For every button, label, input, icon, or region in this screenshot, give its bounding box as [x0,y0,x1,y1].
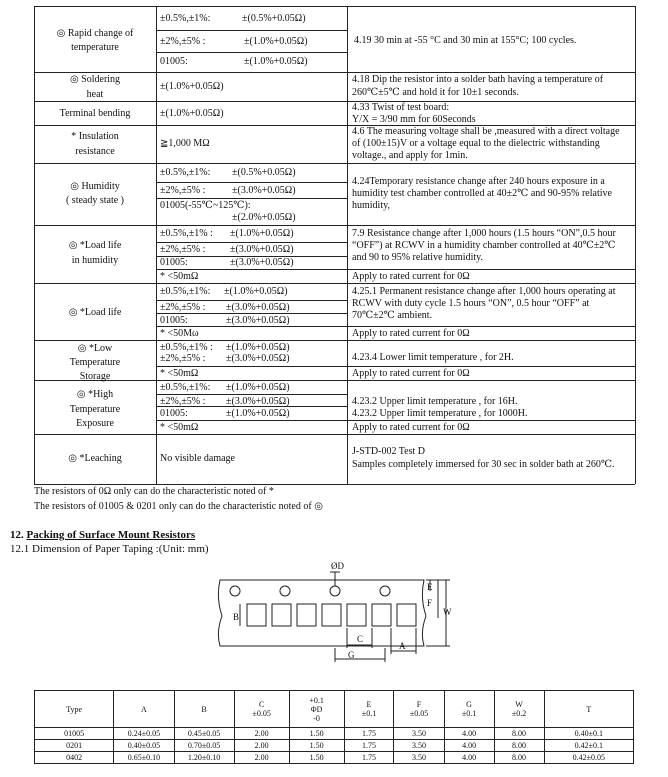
tape-cavity [397,604,416,626]
hightemp-r1a: ±0.5%,±1%: [160,382,211,393]
hightemp-r3b: ±(1.0%+0.05Ω) [226,408,290,419]
hightemp-r4: * <50mΩ [160,422,199,433]
tape-cavity [322,604,341,626]
loadhum-cond-3: and 90 to 95% relative humidity. [352,252,483,263]
humidity-cond-2: humidity test chamber controlled at 40±2℃ and 90-95% relative [352,188,612,199]
lowtemp-name-1: ◎ *Low [77,343,113,354]
dimension-header-text: +0.1 [309,695,324,705]
dimension-cell: 8.00 [494,752,544,764]
dimension-cell: 2.00 [234,752,289,764]
loadhum-cond-2: “OFF”) at RCWV in a humidity chamber controlled at 40℃±2℃ [352,240,616,251]
dimension-header-text: Type [66,704,83,714]
dimension-row [35,728,634,740]
dimension-cell: 2.00 [234,728,289,740]
insulation-name-1: * Insulation [71,131,119,142]
humidity-cond-1: 4.24Temporary resistance change after 240 hours exposure in a [352,176,605,187]
dimension-header-text: ±0.2 [511,709,527,718]
paper-tape-diagram [200,558,460,670]
rapid-r2b: ±(1.0%+0.05Ω) [244,36,308,47]
loadhum-r1a: ±0.5%,±1% : [160,228,213,239]
hightemp-r1b: ±(1.0%+0.05Ω) [226,382,290,393]
dimension-header-text: G [466,700,472,709]
bending-req: ±(1.0%+0.05Ω) [160,108,224,119]
hightemp-cond-1: 4.23.2 Upper limit temperature , for 16H. [352,396,518,407]
label-a: A [399,641,406,651]
loadhum-r4: * <50mΩ [160,271,199,282]
dimension-cell: 4.00 [444,740,494,752]
lowtemp-name-2: Temperature [69,357,121,368]
loadhum-r2b: ±(3.0%+0.05Ω) [230,244,294,255]
dimension-cell: 0.65±0.10 [114,752,174,764]
dimension-header-cell [344,691,394,728]
dimension-cell: 4.00 [444,752,494,764]
dimension-cell: 0.45±0.05 [174,728,234,740]
loadhum-name-1: ◎ *Load life [68,240,122,251]
bending-cond-1: 4.33 Twist of test board: [352,102,450,113]
dimension-body [35,728,634,764]
dimension-header-cell [114,691,174,728]
rapid-r3b: ±(1.0%+0.05Ω) [244,56,308,67]
load-r2b: ±(3.0%+0.05Ω) [226,302,290,313]
load-r1a: ±0.5%,±1%: [160,286,211,297]
lowtemp-name-3: Storage [79,371,111,382]
lowtemp-r2a: ±2%,±5% : [160,353,206,364]
leaching-cond-2: Samples completely immersed for 30 sec in solder bath at 260℃. [352,459,615,470]
dimension-cell: 0.40±0.05 [114,740,174,752]
insulation-name-2: resistance [75,146,115,157]
insulation-cond-3: voltage., and apply for 1min. [352,150,468,161]
dimension-cell: 1.50 [289,728,344,740]
tape-cavity [372,604,391,626]
leaching-req: No visible damage [160,453,235,464]
loadhum-r1b: ±(1.0%+0.05Ω) [230,228,294,239]
rapid-r1a: ±0.5%,±1%: [160,13,211,24]
dimension-cell: 0201 [35,740,114,752]
soldering-name-1: ◎ Soldering [69,74,121,85]
rapid-r1b: ±(0.5%+0.05Ω) [242,13,306,24]
load-name: ◎ *Load life [68,307,122,318]
dimension-row [35,740,634,752]
dimension-cell: 0.42±0.05 [544,752,633,764]
soldering-name-2: heat [86,89,104,100]
humidity-r1b: ±(0.5%+0.05Ω) [232,167,296,178]
humidity-name-1: ◎ Humidity [70,181,120,192]
humidity-r1a: ±0.5%,±1%: [160,167,211,178]
rapid-name-1: ◎ Rapid change of [56,28,134,39]
loadhum-r3a: 01005: [160,257,188,268]
lowtemp-cond-1: 4.23.4 Lower limit temperature , for 2H. [352,352,514,363]
dimension-header-text: -0 [313,713,320,723]
hightemp-r2b: ±(3.0%+0.05Ω) [226,396,290,407]
dimension-header-text: ±0.05 [409,709,429,718]
dimension-cell: 1.20±0.10 [174,752,234,764]
dimension-cell: 01005 [35,728,114,740]
label-c: C [357,634,364,644]
note-zero-ohm: The resistors of 0Ω only can do the characteristic noted of * [34,486,274,497]
soldering-cond-2: 260℃±5℃ and hold it for 10±1 seconds. [352,87,519,98]
load-cond-2: RCWV with duty cycle 1.5 hours “ON”, 0.5 hour “OFF” at [352,298,590,309]
subsection-title: 12.1 Dimension of Paper Taping :(Unit: mm) [10,543,209,555]
dimension-cell: 0.24±0.05 [114,728,174,740]
dimension-header-text: E [366,700,372,709]
dimension-header-cell [234,691,289,728]
dimension-row [35,752,634,764]
dimension-header-cell [35,691,114,728]
load-r4: * <50Mω [160,328,199,339]
loadhum-cond-4: Apply to rated current for 0Ω [352,271,470,282]
dimension-header-text: ±0.05 [252,709,271,718]
dimension-header-text: C [259,700,265,709]
lowtemp-r1a: ±0.5%,±1% : [160,342,213,353]
dimension-header-text: ΦD [310,704,323,714]
dimension-cell: 3.50 [394,752,444,764]
dimension-cell: 2.00 [234,740,289,752]
dimension-header-cell [544,691,633,728]
label-g: G [348,650,355,660]
section-number: 12. [10,529,24,541]
soldering-req: ±(1.0%+0.05Ω) [160,81,224,92]
dimension-header-text: ±0.1 [461,709,477,718]
label-d: ØD [331,561,344,571]
tape-cavity [272,604,291,626]
loadhum-name-2: in humidity [71,255,119,266]
load-r3b: ±(3.0%+0.05Ω) [226,315,290,326]
hightemp-name-2: Temperature [69,404,121,415]
dimension-header-cell [494,691,544,728]
humidity-cond-3: humidity, [352,200,390,211]
load-r1b: ±(1.0%+0.05Ω) [224,286,288,297]
section-title: Packing of Surface Mount Resistors [26,529,196,541]
humidity-r2b: ±(3.0%+0.05Ω) [232,185,296,196]
label-e: E [427,582,433,592]
tape-cavity [297,604,316,626]
load-r3a: 01005: [160,315,188,326]
dimension-header-row [35,691,634,728]
sprocket-hole [330,586,340,596]
dimension-cell: 3.50 [394,728,444,740]
hightemp-name-3: Exposure [76,418,114,429]
dimension-header-cell [394,691,444,728]
load-cond-3: 70℃±2℃ ambient. [352,310,433,321]
dimension-cell: 1.50 [289,752,344,764]
label-w: W [443,607,452,617]
loadhum-r2a: ±2%,±5% : [160,244,206,255]
sprocket-hole [380,586,390,596]
dimension-cell: 4.00 [444,728,494,740]
section-heading [10,529,195,541]
dimension-cell: 8.00 [494,728,544,740]
dimension-cell: 0.40±0.1 [544,728,633,740]
rapid-r2a: ±2%,±5% : [160,36,206,47]
tape-dimension-table [34,690,634,764]
lowtemp-r2b: ±(3.0%+0.05Ω) [226,353,290,364]
dimension-header-text: F [416,700,422,709]
dimension-cell: 0.70±0.05 [174,740,234,752]
humidity-r2a: ±2%,±5% : [160,185,206,196]
dimension-cell: 3.50 [394,740,444,752]
sprocket-hole [230,586,240,596]
dimension-cell: 0402 [35,752,114,764]
rapid-cond: 4.19 30 min at -55 °C and 30 min at 155°C; 100 cycles. [354,35,577,46]
label-b: B [233,612,240,622]
soldering-cond-1: 4.18 Dip the resistor into a solder bath having a temperature of [352,74,604,85]
dimension-header-text: T [586,704,592,714]
insulation-cond-1: 4.6 The measuring voltage shall be ,measured with a direct voltage [352,126,620,137]
loadhum-cond-1: 7.9 Resistance change after 1,000 hours (1.5 hours “ON”,0.5 hour [352,228,616,239]
rapid-name-2: temperature [71,42,119,53]
dimension-header-text: W [515,700,523,709]
dimension-header-text: A [141,704,147,714]
loadhum-r3b: ±(3.0%+0.05Ω) [230,257,294,268]
lowtemp-cond-2: Apply to rated current for 0Ω [352,368,470,379]
label-f: F [427,598,433,608]
load-cond-1: 4.25.1 Permanent resistance change after 1,000 hours operating at [352,286,616,297]
leaching-cond-1: J-STD-002 Test D [352,446,426,457]
load-r2a: ±2%,±5% : [160,302,206,313]
leaching-name: ◎ *Leaching [68,453,122,464]
tape-cavity [347,604,366,626]
lowtemp-r3: * <50mΩ [160,368,199,379]
note-01005-0201: The resistors of 01005 & 0201 only can do the characteristic noted of ◎ [34,501,323,512]
load-cond-4: Apply to rated current for 0Ω [352,328,470,339]
bending-cond-2: Y/X = 3/90 mm for 60Seconds [352,114,476,125]
dimension-cell: 0.42±0.1 [544,740,633,752]
dimension-header-text: ±0.1 [361,709,377,718]
insulation-req: ≧1,000 MΩ [160,138,210,149]
hightemp-cond-2: 4.23.2 Upper limit temperature , for 1000H. [352,408,528,419]
hightemp-r3a: 01005: [160,408,188,419]
dimension-header-cell [174,691,234,728]
dimension-header-cell [289,691,344,728]
dimension-header-cell [444,691,494,728]
hightemp-r2a: ±2%,±5% : [160,396,206,407]
humidity-r3b: ±(2.0%+0.05Ω) [232,212,296,223]
hightemp-cond-3: Apply to rated current for 0Ω [352,422,470,433]
lowtemp-r1b: ±(1.0%+0.05Ω) [226,342,290,353]
dimension-cell: 1.75 [344,740,394,752]
dimension-header-text: B [201,704,207,714]
humidity-r3a: 01005(-55℃~125℃): [160,200,251,211]
dimension-cell: 8.00 [494,740,544,752]
insulation-cond-2: of (100±15)V or a voltage equal to the dielectric withstanding [352,138,600,149]
rapid-r3a: 01005: [160,56,188,67]
dimension-cell: 1.75 [344,728,394,740]
hightemp-name-1: ◎ *High [76,389,114,400]
sprocket-hole [280,586,290,596]
bending-name: Terminal bending [59,108,131,119]
humidity-name-2: ( steady state ) [65,195,125,206]
dimension-cell: 1.50 [289,740,344,752]
tape-cavity [247,604,266,626]
dimension-cell: 1.75 [344,752,394,764]
